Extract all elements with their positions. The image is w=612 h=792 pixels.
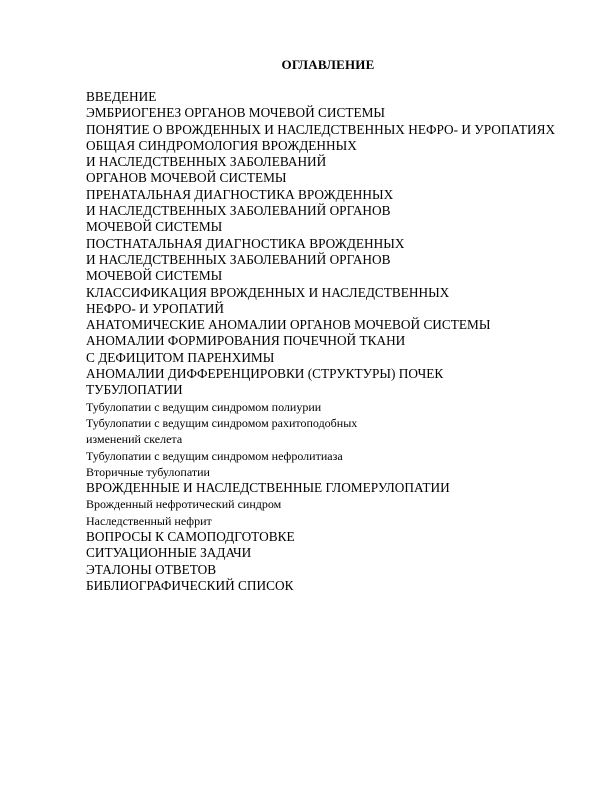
toc-subentry-polyuria[interactable]: Тубулопатии с ведущим синдромом полиурии	[86, 399, 322, 414]
toc-entry-line: КЛАССИФИКАЦИЯ ВРОЖДЕННЫХ И НАСЛЕДСТВЕННЫХ	[86, 284, 450, 300]
toc-entry-syndromology[interactable]	[86, 138, 570, 187]
toc-entry-differentiation-anomalies[interactable]: АНОМАЛИИ ДИФФЕРЕНЦИРОВКИ (СТРУКТУРЫ) ПОЧЕК	[86, 366, 444, 382]
toc-subentry-nephrolithiasis[interactable]: Тубулопатии с ведущим синдромом нефролитиаза	[86, 448, 343, 463]
page-title: ОГЛАВЛЕНИЕ	[281, 57, 375, 72]
toc-entry-prenatal[interactable]	[86, 187, 570, 236]
toc-entry-self-study[interactable]: ВОПРОСЫ К САМОПОДГОТОВКЕ	[86, 529, 295, 545]
toc-entry-line: НЕФРО- И УРОПАТИЙ	[86, 300, 225, 316]
toc-entry-line: Тубулопатии с ведущим синдромом рахитоподобных	[86, 415, 358, 430]
toc-entry-line: ПОСТНАТАЛЬНАЯ ДИАГНОСТИКА ВРОЖДЕННЫХ	[86, 235, 405, 251]
toc-entry-formation-anomalies[interactable]	[86, 333, 570, 366]
toc-subentry-nephritis[interactable]: Наследственный нефрит	[86, 513, 212, 528]
toc-entry-situational[interactable]: СИТУАЦИОННЫЕ ЗАДАЧИ	[86, 545, 252, 561]
toc-entry-line: И НАСЛЕДСТВЕННЫХ ЗАБОЛЕВАНИЙ ОРГАНОВ	[86, 251, 391, 267]
table-of-contents	[86, 89, 570, 594]
toc-entry-tubulopathies[interactable]: ТУБУЛОПАТИИ	[86, 382, 183, 398]
toc-entry-glomerulopathies[interactable]: ВРОЖДЕННЫЕ И НАСЛЕДСТВЕННЫЕ ГЛОМЕРУЛОПАТИИ	[86, 480, 450, 496]
toc-entry-line: С ДЕФИЦИТОМ ПАРЕНХИМЫ	[86, 349, 275, 365]
toc-entry-bibliography[interactable]: БИБЛИОГРАФИЧЕСКИЙ СПИСОК	[86, 577, 294, 593]
toc-entry-embryogenesis[interactable]: ЭМБРИОГЕНЕЗ ОРГАНОВ МОЧЕВОЙ СИСТЕМЫ	[86, 105, 386, 121]
toc-entry-line: ПРЕНАТАЛЬНАЯ ДИАГНОСТИКА ВРОЖДЕННЫХ	[86, 186, 394, 202]
toc-subentry-rickets[interactable]	[86, 415, 570, 448]
toc-entry-anatomic-anomalies[interactable]: АНАТОМИЧЕСКИЕ АНОМАЛИИ ОРГАНОВ МОЧЕВОЙ СИСТЕМЫ	[86, 317, 491, 333]
toc-entry-line: ОБЩАЯ СИНДРОМОЛОГИЯ ВРОЖДЕННЫХ	[86, 137, 357, 153]
toc-entry-line: И НАСЛЕДСТВЕННЫХ ЗАБОЛЕВАНИЙ	[86, 154, 327, 170]
toc-entry-answers[interactable]: ЭТАЛОНЫ ОТВЕТОВ	[86, 561, 217, 577]
toc-subentry-nephrotic[interactable]: Врожденный нефротический синдром	[86, 497, 282, 512]
toc-entry-line: МОЧЕВОЙ СИСТЕМЫ	[86, 268, 223, 284]
toc-entry-intro[interactable]: ВВЕДЕНИЕ	[86, 89, 157, 104]
toc-entry-line: АНОМАЛИИ ФОРМИРОВАНИЯ ПОЧЕЧНОЙ ТКАНИ	[86, 333, 406, 349]
toc-entry-concept[interactable]: ПОНЯТИЕ О ВРОЖДЕННЫХ И НАСЛЕДСТВЕННЫХ НЕФРО- И УРОПАТИЯХ	[86, 121, 556, 137]
toc-entry-line: изменений скелета	[86, 432, 183, 447]
toc-entry-postnatal[interactable]	[86, 236, 570, 285]
toc-entry-line: И НАСЛЕДСТВЕННЫХ ЗАБОЛЕВАНИЙ ОРГАНОВ	[86, 203, 391, 219]
toc-entry-line: ОРГАНОВ МОЧЕВОЙ СИСТЕМЫ	[86, 170, 287, 186]
toc-entry-line: МОЧЕВОЙ СИСТЕМЫ	[86, 219, 223, 235]
toc-subentry-secondary[interactable]: Вторичные тубулопатии	[86, 464, 210, 479]
toc-entry-classification[interactable]	[86, 285, 570, 318]
